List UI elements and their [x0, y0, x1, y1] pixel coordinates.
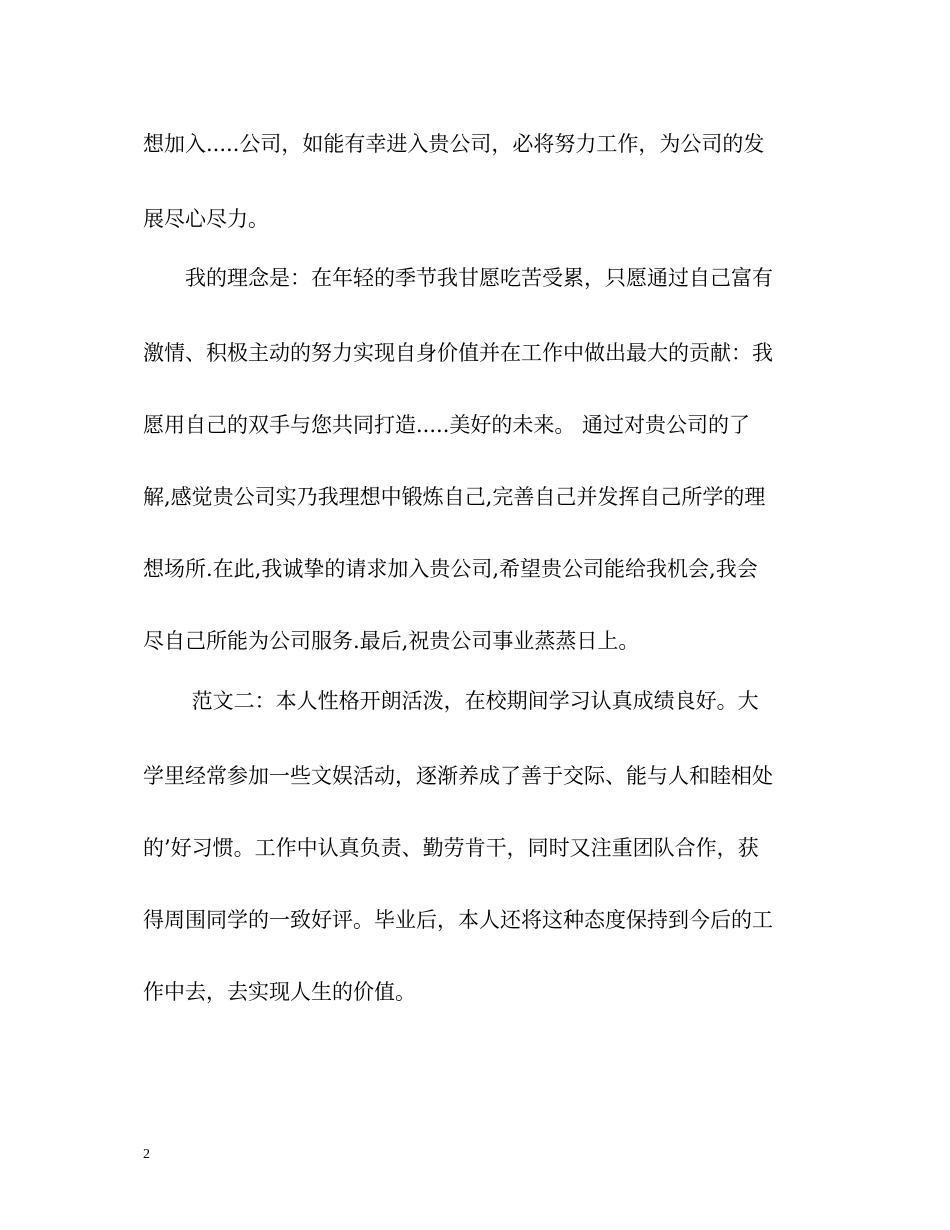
page-number: 2: [143, 1147, 150, 1162]
text-line-10: 学里经常参加一些文娱活动，逐渐养成了善于交际、能与人和睦相处: [143, 764, 773, 788]
text-line-2: 展尽心尽力。: [143, 207, 269, 231]
text-line-5: 愿用自己的双手与您共同打造.....美好的未来。 通过对贵公司的了: [143, 413, 751, 437]
text-line-1: 想加入.....公司，如能有幸进入贵公司，必将努力工作，为公司的发: [143, 132, 765, 156]
text-line-12: 得周围同学的一致好评。毕业后，本人还将这种态度保持到今后的工: [143, 908, 773, 932]
text-line-6: 解,感觉贵公司实乃我理想中锻炼自己,完善自己并发挥自己所学的理: [143, 485, 766, 509]
text-line-7: 想场所.在此,我诚挚的请求加入贵公司,希望贵公司能给我机会,我会: [143, 557, 758, 581]
text-line-9: 范文二：本人性格开朗活泼，在校期间学习认真成绩良好。大: [143, 689, 759, 713]
text-line-4: 激情、积极主动的努力实现自身价值并在工作中做出最大的贡献：我: [143, 341, 773, 365]
text-line-8: 尽自己所能为公司服务.最后,祝贵公司事业蒸蒸日上。: [143, 629, 640, 653]
text-line-13: 作中去，去实现人生的价值。: [143, 980, 416, 1004]
text-line-3: 我的理念是：在年轻的季节我甘愿吃苦受累，只愿通过自己富有: [143, 266, 773, 290]
text-line-11: 的’好习惯。工作中认真负责、勤劳肯干，同时又注重团队合作，获: [143, 836, 759, 860]
